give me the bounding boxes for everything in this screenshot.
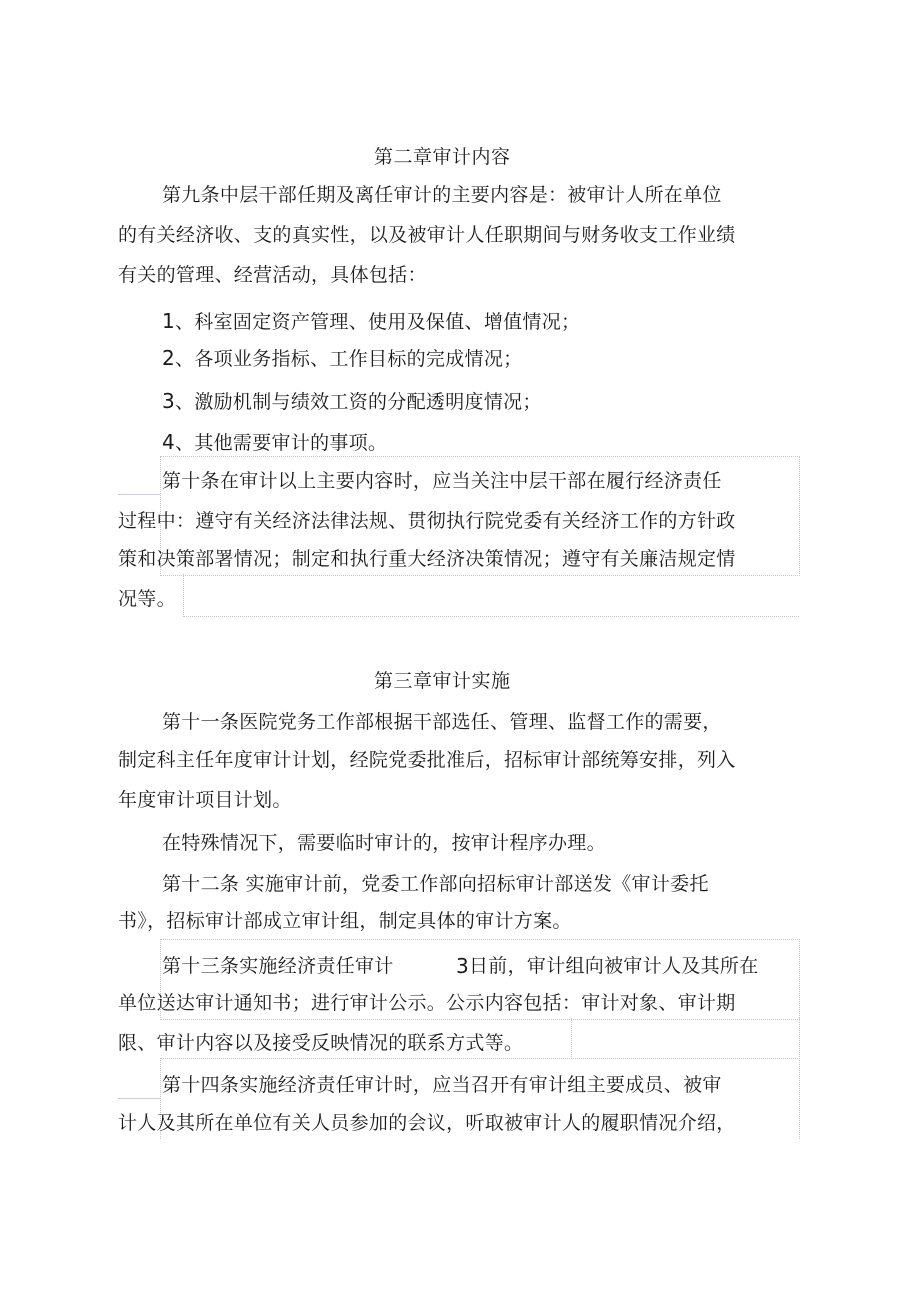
artifact-box-art10-tail <box>183 574 799 617</box>
article-9-line-1: 第九条中层干部任期及离任审计的主要内容是：被审计人所在单位 <box>162 184 722 206</box>
article-13-days-number: 3 <box>456 954 470 978</box>
artifact-box-art13-tail <box>571 1018 800 1059</box>
article-14-line-2: 计人及其所在单位有关人员参加的会议，听取被审计人的履职情况介绍， <box>118 1112 736 1134</box>
article-13-line-2: 单位送达审计通知书；进行审计公示。公示内容包括：审计对象、审计期 <box>118 992 736 1014</box>
article-10-line-2: 过程中：遵守有关经济法律法规、贯彻执行院党委有关经济工作的方针政 <box>118 510 736 532</box>
list-item-number: 3 <box>162 389 176 413</box>
article-13-line-3: 限、审计内容以及接受反映情况的联系方式等。 <box>118 1032 524 1054</box>
artifact-bar-1 <box>118 494 160 495</box>
list-item-4 <box>162 429 387 456</box>
list-item-2 <box>162 345 522 372</box>
list-item-text: 、科室固定资产管理、使用及保值、增值情况； <box>175 311 581 333</box>
special-case-paragraph: 在特殊情况下，需要临时审计的，按审计程序办理。 <box>162 832 606 854</box>
article-13-line-1-start: 第十三条实施经济责任审计 <box>162 955 394 977</box>
list-item-number: 1 <box>162 309 176 333</box>
list-item-text: 、其他需要审计的事项。 <box>175 432 388 454</box>
article-9-line-2: 的有关经济收、支的真实性，以及被审计人任职期间与财务收支工作业绩 <box>118 224 736 246</box>
article-12-line-1: 第十二条 实施审计前，党委工作部向招标审计部送发《审计委托 <box>162 873 709 895</box>
article-10-line-1: 第十条在审计以上主要内容时，应当关注中层干部在履行经济责任 <box>162 470 722 492</box>
list-item-text: 、激励机制与绩效工资的分配透明度情况； <box>175 391 542 413</box>
article-14-line-1: 第十四条实施经济责任审计时，应当召开有审计组主要成员、被审 <box>162 1074 722 1096</box>
article-9-line-3: 有关的管理、经营活动，具体包括： <box>118 264 427 286</box>
artifact-bar-2 <box>118 1098 160 1099</box>
article-13-line-1-end: 日前，审计组向被审计人及其所在 <box>469 955 759 977</box>
article-11-line-2: 制定科主任年度审计计划，经院党委批准后，招标审计部统筹安排，列入 <box>118 749 736 771</box>
article-10-line-3: 策和决策部署情况；制定和执行重大经济决策情况；遵守有关廉洁规定情 <box>118 548 736 570</box>
chapter-2-title: 第二章审计内容 <box>374 146 511 168</box>
list-item-text: 、各项业务指标、工作目标的完成情况； <box>175 348 523 370</box>
list-item-1 <box>162 308 580 335</box>
article-10-line-4: 况等。 <box>118 588 176 610</box>
list-item-3 <box>162 388 542 415</box>
article-11-line-3: 年度审计项目计划。 <box>118 789 292 811</box>
chapter-3-title: 第三章审计实施 <box>374 670 511 692</box>
list-item-number: 2 <box>162 346 176 370</box>
list-item-number: 4 <box>162 430 176 454</box>
article-12-line-2: 书》，招标审计部成立审计组，制定具体的审计方案。 <box>118 910 572 932</box>
article-11-line-1: 第十一条医院党务工作部根据干部选任、管理、监督工作的需要， <box>162 711 722 733</box>
